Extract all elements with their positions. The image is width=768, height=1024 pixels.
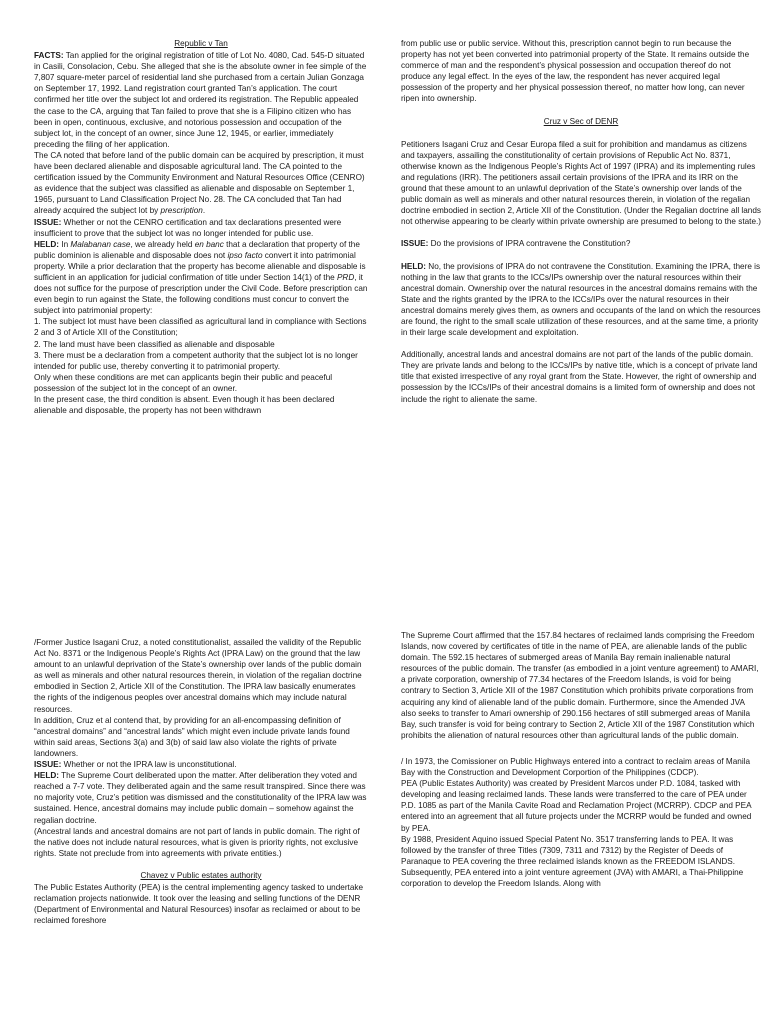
ca-text: The CA noted that before land of the public domain can be acquired by prescription, it must have been declared alienable and disposable agricultural land. The CA pointed to the certification issued by the Community Environment and Natural Resources Office (CENRO) as evidence that the subject was classified as alienable and disposable on September 1, 1965, pursuant to Land Classification Project No. 28. The CA concluded that Tan had already acquired the subject lot by: [34, 150, 365, 216]
continuation-paragraph: from public use or public service. Without this, prescription cannot begin to run because the property has not yet been converted into patrimonial property of the State. It remains outside the commerce of man and the respondent’s physical possession and occupation thereof do not produce any legal effect. In the eyes of the law, the respondent has never acquired legal possession of the property and her physical possession thereof, no matter how long, can never ripen into ownership.: [401, 39, 750, 104]
held-label: HELD:: [34, 239, 60, 249]
held-text-b: , we already held: [130, 239, 195, 249]
case-title-cruz-v-denr: Cruz v Sec of DENR: [543, 116, 619, 126]
page-2-left-column: [34, 637, 368, 926]
facts-paragraph: [34, 50, 368, 150]
only-when-paragraph: Only when these conditions are met can applicants begin their public and peaceful possession of the subject lot in the concept of an owner.: [34, 372, 333, 393]
present-case-paragraph: In the present case, the third condition is absent. Even though it has been declared alienable and disposable, the property has not been withdrawn: [34, 395, 335, 416]
ca-paragraph: [34, 150, 368, 217]
ipra-held-paragraph: [34, 770, 368, 825]
issue-paragraph: [34, 217, 368, 239]
facts-label: FACTS:: [34, 51, 64, 61]
held-text-a: In: [59, 239, 71, 249]
page-1-left-column: [34, 38, 368, 416]
spacer: [401, 227, 761, 238]
cruz-facts-paragraph: Petitioners Isagani Cruz and Cesar Europa filed a suit for prohibition and mandamus as citizens and taxpayers, assailing the constitutionality of certain provisions of Republic Act No. 8371, otherwise known as the Indigenous People’s Rights Act of 1997 (IPRA) and its implementing rules and regulations (IRR). The petitioners assail certain provisions of the IPRA and its IRR on the ground that these amount to an unlawful deprivation of the State’s ownership over lands of the public domain as well as minerals and other natural resources therein, in violation of the regalian doctrine embodied in section 2, Article XII of the Constitution. (Under the Regalian doctrine all lands not otherwise appearing to be clearly within private ownership are presumed to belong to the state.): [401, 139, 762, 227]
held-text-c: that a declaration that property of the public dominion is alienable and disposable does not: [34, 239, 360, 260]
pea-created-paragraph: PEA (Public Estates Authority) was created by President Marcos under P.D. 1084, tasked with developing and leasing reclaimed lands. These lands were transferred to the care of PEA under P.D. 1085 as part of the Manila Cavite Road and Reclamation Project (MCRRP). CDCP and PEA entered into an agreement that all future projects under the MCRRP would be funded and owned by PEA.: [401, 779, 752, 833]
spacer: [401, 250, 761, 261]
ancestral-note-paragraph: (Ancestral lands and ancestral domains are not part of lands in public domain. The right of the native does not include natural resources, what is given is priority rights, not exclusive rights. State not preclude from into agreements with private entities.): [34, 826, 360, 858]
spacer: [401, 741, 761, 756]
spacer: [401, 105, 761, 116]
facts-text: Tan applied for the original registration of title of Lot No. 4080, Cad. 545-D situated in Casili, Consolacion, Cebu. She alleged that she is the absolute owner in fee simple of the 7,807 square-meter parcel of residential land she purchased from a certain Julian Gonzaga on September 17, 1992. Land registration court granted Tan’s application. The court confirmed her title over the subject lot and ordered its registration. The Republic appealed the case to the CA, arguing that Tan failed to prove that she is a Filipino citizen who has been in open, continuous, exclusive, and notorious possession and occupation of the subject lot, in the concept of an owner, since June 12, 1945, or earlier, immediately preceding the filing of her application.: [34, 51, 367, 149]
ipra-issue-paragraph: [34, 759, 368, 770]
addition-paragraph: In addition, Cruz et al contend that, by providing for an all-encompassing definition of “ancestral domains” and “ancestral lands” which might even include private lands found within said areas, Sections 3(a) and 3(b) of said law also violate the rights of private landowners.: [34, 715, 350, 758]
case-title-chavez-v-pea: Chavez v Public estates authority: [140, 870, 262, 880]
issue-text: Whether or not the IPRA law is unconstitutional.: [61, 760, 237, 770]
ca-end: .: [202, 206, 206, 216]
issue-text: Whether or not the CENRO certification and tax declarations presented were insufficient to prove that the subject lot was no longer intended for public use.: [34, 217, 342, 238]
held-label: HELD:: [401, 261, 427, 271]
held-italic-en-banc: en banc: [194, 239, 224, 249]
held-italic-malabanan: Malabanan case: [70, 239, 131, 249]
spacer: [401, 128, 761, 139]
held-italic-ipso-facto: ipso facto: [227, 250, 263, 260]
condition-2: 2. The land must have been classified as alienable and disposable: [34, 339, 275, 349]
issue-text: Do the provisions of IPRA contravene the Constitution?: [428, 239, 631, 249]
condition-1: 1. The subject lot must have been classified as agricultural land in compliance with Sections 2 and 3 of Article XII of the Constitution;: [34, 317, 367, 338]
by-1988-paragraph: By 1988, President Aquino issued Special Patent No. 3517 transferring lands to PEA. It was followed by the transfer of three Titles (7309, 7311 and 7312) by the Register of Deeds of Paranaque to PEA covering the three reclaimed islands known as the FREEDOM ISLANDS.: [401, 834, 736, 866]
ca-italic: prescription: [160, 206, 203, 216]
held-paragraph: [34, 239, 368, 317]
cruz-issue-paragraph: [401, 238, 761, 249]
issue-label: ISSUE:: [34, 760, 62, 770]
condition-3: 3. There must be a declaration from a competent authority that the subject lot is no longer intended for public use, thereby converting it to patrimonial property.: [34, 350, 358, 371]
issue-label: ISSUE:: [401, 239, 429, 249]
case-title-republic-v-tan: Republic v Tan: [174, 39, 228, 48]
ipra-intro-paragraph: /Former Justice Isagani Cruz, a noted constitutionalist, assailed the validity of the Republic Act No. 8371 or the Indigenous People’s Rights Act (IPRA Law) on the ground that the law amount to an unlawful deprivation of the State’s ownership over lands of the public domain as well as minerals and other natural resources therein, in violation of the regalian doctrine embodied in Section 2, Article XII of the Constitution. The IPRA law basically enumerates the rights of the indigenous peoples over ancestral domains which may include natural resources.: [34, 638, 362, 714]
held-text: The Supreme Court deliberated upon the matter. After deliberation they voted and reached a 7-7 vote. They deliberated again and the same result transpired. Since there was no majority vote, Cruz’s petition was dismissed and the constitutionality of the IPRA law was sustained. Hence, ancestral domains may include public domain – somehow against the regalian doctrine.: [34, 771, 367, 825]
held-italic-prd: PRD: [336, 272, 355, 282]
spacer: [401, 338, 761, 349]
in-1973-paragraph: / In 1973, the Comissioner on Public Highways entered into a contract to reclaim areas of Manila Bay with the Construction and Development Corportion of the Philippines (CDCP).: [401, 756, 751, 778]
held-text-d: convert it into patrimonial property. While a prior declaration that the property has become alienable and disposable is sufficient in an application for judicial confirmation of title under Section 14(1) of the: [34, 250, 366, 282]
page-1-right-column: [401, 38, 761, 405]
page-2-right-column: [401, 630, 761, 889]
issue-label: ISSUE:: [34, 217, 62, 227]
held-text-e: , it does not suffice for the purpose of prescription under the Civil Code. Before prescription can even begin to run against the State, the following conditions must concur to convert the subject into patrimonial property:: [34, 272, 368, 316]
held-text: No, the provisions of IPRA do not contravene the Constitution. Examining the IPRA, there is nothing in the law that grants to the ICCs/IPs ownership over the natural resources within their ancestral domain. Ownership over the natural resources in the ancestral domains remains with the State and the rights granted by the IPRA to the ICCs/IPs over the natural resources in their ancestral domains merely gives them, as owners and occupants of the land on which the resources are found, the right to the small scale utilization of these resources, and at the same time, a priority in their large scale development and exploitation.: [401, 261, 761, 338]
sc-affirmed-paragraph: The Supreme Court affirmed that the 157.84 hectares of reclaimed lands comprising the Freedom Islands, now covered by certificates of title in the name of PEA, are alienable lands of the public domain. The 592.15 hectares of submerged areas of Manila Bay remain inalienable natural resources of the public domain. The transfer (as embodied in a joint venture agreement) to AMARI, a private corporation, ownership of 77.34 hectares of the Freedom Islands, is void for being contrary to Section 3, Article XII of the 1987 Constitution which prohibits private corporations from acquiring any kind of alienable land of the public domain. Furthermore, since the Amended JVA also seeks to transfer to Amari ownership of 290.156 hectares of still submerged areas of Manila Bay, such transfer is void for being contrary to Section 2, Article XII of the 1987 Constitution which prohibits the alienation of natural resources other than agricultural lands of the public domain.: [401, 631, 759, 740]
cruz-held-paragraph: [401, 261, 761, 339]
spacer: [34, 859, 368, 870]
pea-paragraph: The Public Estates Authority (PEA) is the central implementing agency tasked to undertake reclamation projects nationwide. It took over the leasing and selling functions of the DENR (Department of Environmental and Natural Resources) insofar as reclaimed or about to be reclaimed foreshore: [34, 882, 364, 926]
page-2: [0, 590, 768, 1024]
additionally-paragraph: Additionally, ancestral lands and ancestral domains are not part of the lands of the public domain. They are private lands and belong to the ICCs/IPs by native title, which is a concept of private land title that existed irrespective of any royal grant from the State. However, the right of ownership and possession by the ICCs/IPs of their ancestral domains is a limited form of ownership and does not include the right to alienate the same.: [401, 350, 758, 404]
subsequently-paragraph: Subsequently, PEA entered into a joint venture agreement (JVA) with AMARI, a Thai-Philippine corporation to develop the Freedom Islands. Along with: [401, 867, 744, 888]
held-label: HELD:: [34, 771, 60, 781]
